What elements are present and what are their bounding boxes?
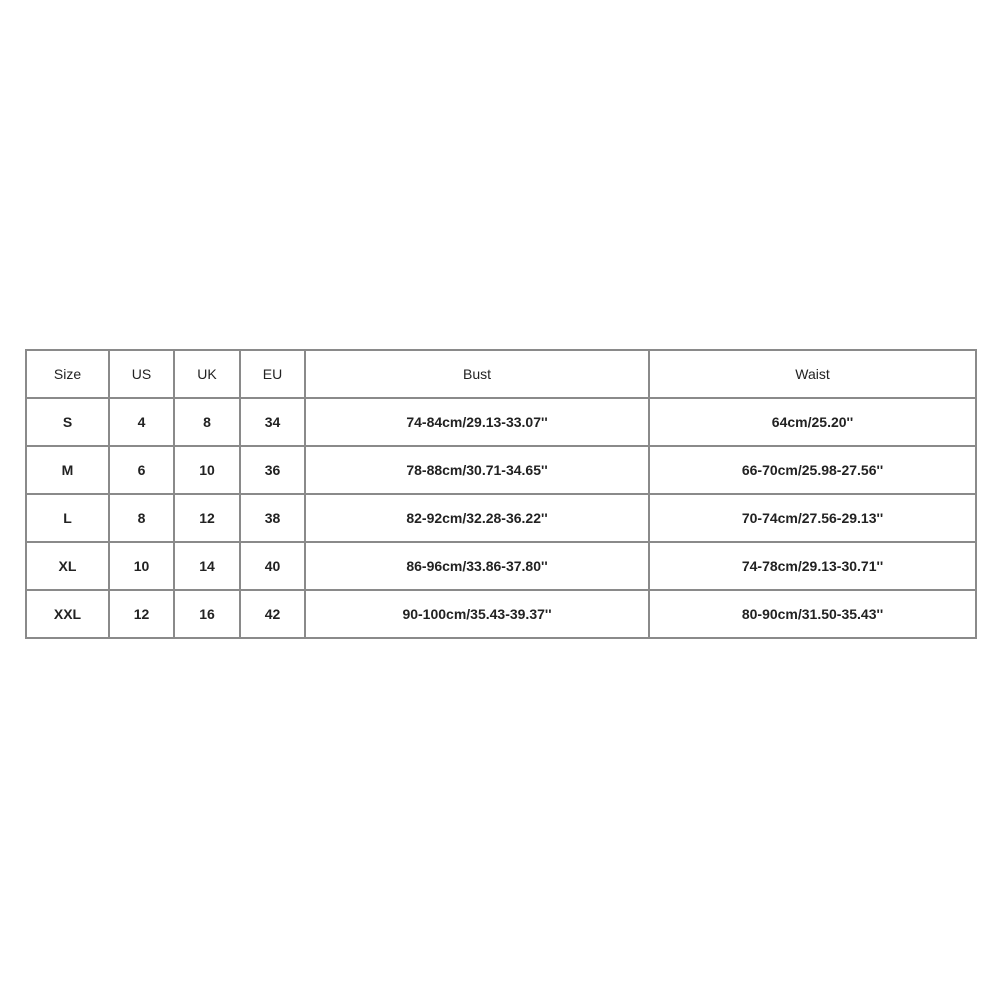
table-row bbox=[26, 542, 976, 590]
cell-us: 8 bbox=[109, 494, 174, 542]
header-eu: EU bbox=[240, 350, 305, 398]
size-chart-table bbox=[25, 349, 977, 639]
cell-us: 12 bbox=[109, 590, 174, 638]
cell-bust: 82-92cm/32.28-36.22'' bbox=[305, 494, 649, 542]
header-uk: UK bbox=[174, 350, 240, 398]
header-row bbox=[26, 350, 976, 398]
cell-eu: 34 bbox=[240, 398, 305, 446]
header-waist: Waist bbox=[649, 350, 976, 398]
cell-waist: 64cm/25.20'' bbox=[649, 398, 976, 446]
cell-uk: 14 bbox=[174, 542, 240, 590]
cell-eu: 36 bbox=[240, 446, 305, 494]
cell-us: 4 bbox=[109, 398, 174, 446]
header-bust: Bust bbox=[305, 350, 649, 398]
cell-uk: 12 bbox=[174, 494, 240, 542]
cell-eu: 38 bbox=[240, 494, 305, 542]
cell-uk: 16 bbox=[174, 590, 240, 638]
cell-eu: 40 bbox=[240, 542, 305, 590]
cell-bust: 90-100cm/35.43-39.37'' bbox=[305, 590, 649, 638]
header-us: US bbox=[109, 350, 174, 398]
table-row bbox=[26, 590, 976, 638]
cell-waist: 70-74cm/27.56-29.13'' bbox=[649, 494, 976, 542]
table-row bbox=[26, 446, 976, 494]
cell-eu: 42 bbox=[240, 590, 305, 638]
table-row bbox=[26, 398, 976, 446]
cell-size: XXL bbox=[26, 590, 109, 638]
cell-bust: 86-96cm/33.86-37.80'' bbox=[305, 542, 649, 590]
cell-waist: 80-90cm/31.50-35.43'' bbox=[649, 590, 976, 638]
header-size: Size bbox=[26, 350, 109, 398]
cell-us: 10 bbox=[109, 542, 174, 590]
cell-waist: 74-78cm/29.13-30.71'' bbox=[649, 542, 976, 590]
cell-size: L bbox=[26, 494, 109, 542]
cell-uk: 8 bbox=[174, 398, 240, 446]
cell-size: XL bbox=[26, 542, 109, 590]
cell-waist: 66-70cm/25.98-27.56'' bbox=[649, 446, 976, 494]
table-row bbox=[26, 494, 976, 542]
cell-size: M bbox=[26, 446, 109, 494]
cell-uk: 10 bbox=[174, 446, 240, 494]
cell-bust: 78-88cm/30.71-34.65'' bbox=[305, 446, 649, 494]
cell-us: 6 bbox=[109, 446, 174, 494]
cell-size: S bbox=[26, 398, 109, 446]
cell-bust: 74-84cm/29.13-33.07'' bbox=[305, 398, 649, 446]
